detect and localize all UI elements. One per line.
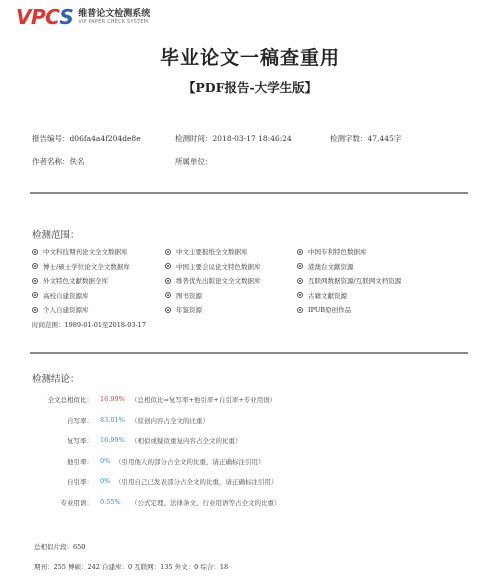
bullet-icon (165, 249, 171, 255)
divider (30, 192, 468, 194)
brand-logo (16, 5, 150, 29)
result-description: （总相似比=复写率+他引率+自引率+专业用语） (131, 396, 277, 404)
check-time: 检测时间：2018-03-17 18:46:24 (175, 134, 292, 143)
logo-mark: VPCS (16, 5, 74, 29)
bullet-icon (32, 249, 38, 255)
bullet-icon (165, 263, 171, 269)
database-item: 博士/硕士学位论文全文数据库 (32, 262, 130, 271)
database-item: IPUB原创作品 (297, 305, 351, 314)
page-subtitle: 【PDF报告-大学生版】 (182, 80, 318, 95)
bullet-icon (297, 263, 303, 269)
result-description: （相似或疑似重复内容占全文的比重） (131, 437, 242, 445)
divider (30, 352, 468, 354)
conclusion-title: 检测结论： (32, 374, 80, 385)
result-value: 0% (100, 477, 111, 485)
bullet-icon (297, 292, 303, 298)
result-value: 16.99% (100, 436, 125, 444)
brand-name-en: VIP PAPER CHECK SYSTEM (78, 18, 149, 25)
database-item: 维普优先出版论文全文数据库 (165, 276, 261, 285)
result-description: （公式定理、法律条文、行业用语等占全文的比重） (131, 498, 281, 507)
source-breakdown: 期刊：255 博硕：242 自建库：0 互联网：135 外文：0 综合：18 (34, 563, 229, 571)
result-value: 83.01% (100, 415, 125, 424)
bullet-icon (32, 278, 38, 284)
brand-name-cn: 维普论文检测系统 (78, 8, 151, 19)
page-title: 毕业论文一稿查重用 (159, 47, 340, 69)
database-item: 互联网数据资源/互联网文档资源 (297, 276, 401, 285)
word-count: 检测字数：47,445字 (330, 134, 402, 143)
result-label: 复写率： (67, 437, 93, 445)
bullet-icon (297, 307, 303, 313)
database-item: 年鉴资源 (165, 305, 202, 314)
database-item: 中国专利特色数据库 (297, 247, 367, 256)
bullet-icon (32, 292, 38, 298)
scope-title: 检测范围： (32, 230, 80, 241)
database-item: 图书资源 (165, 291, 202, 300)
time-range: 时间范围：1989-01-01至2018-03-17 (32, 321, 146, 329)
result-value: 0% (100, 456, 111, 465)
bullet-icon (297, 278, 303, 284)
database-item: 中国主要会议论文特色数据库 (165, 262, 261, 271)
database-item: 港澳台文献资源 (297, 262, 354, 271)
report-number: 报告编号：d06fa4a4f204de8e (32, 134, 141, 143)
result-label: 全文总相似比： (47, 396, 93, 404)
unit-name: 所属单位： (175, 157, 213, 166)
result-description: （引用自己已发表部分占全文的比重，请正确标注引用） (115, 478, 278, 486)
bullet-icon (165, 278, 171, 284)
result-description: （原创内容占全文的比重） (131, 416, 209, 425)
bullet-icon (297, 249, 303, 255)
similar-segments: 总相似片段：650 (34, 543, 86, 551)
result-description: （引用他人的部分占全文的比重，请正确标注引用） (115, 457, 265, 466)
result-value: 0.55% (100, 497, 121, 506)
bullet-icon (165, 307, 171, 313)
result-value: 16.99% (100, 395, 125, 403)
database-item: 外文特色文献数据全库 (32, 276, 108, 285)
result-label: 他引率： (67, 457, 93, 466)
database-item: 个人自建资源库 (32, 305, 89, 314)
result-label: 自引率： (67, 478, 93, 486)
database-item: 中文主要报纸全文数据库 (165, 247, 248, 256)
database-item: 中文科技期刊论文全文数据库 (32, 247, 128, 256)
author-name: 作者名称：佚名 (32, 157, 85, 166)
result-label: 自写率： (67, 416, 93, 425)
result-label: 专业用语： (60, 498, 93, 507)
bullet-icon (32, 307, 38, 313)
database-item: 高校自建资源库 (32, 291, 89, 300)
database-item: 古籍文献资源 (297, 291, 347, 300)
bullet-icon (32, 263, 38, 269)
bullet-icon (165, 292, 171, 298)
